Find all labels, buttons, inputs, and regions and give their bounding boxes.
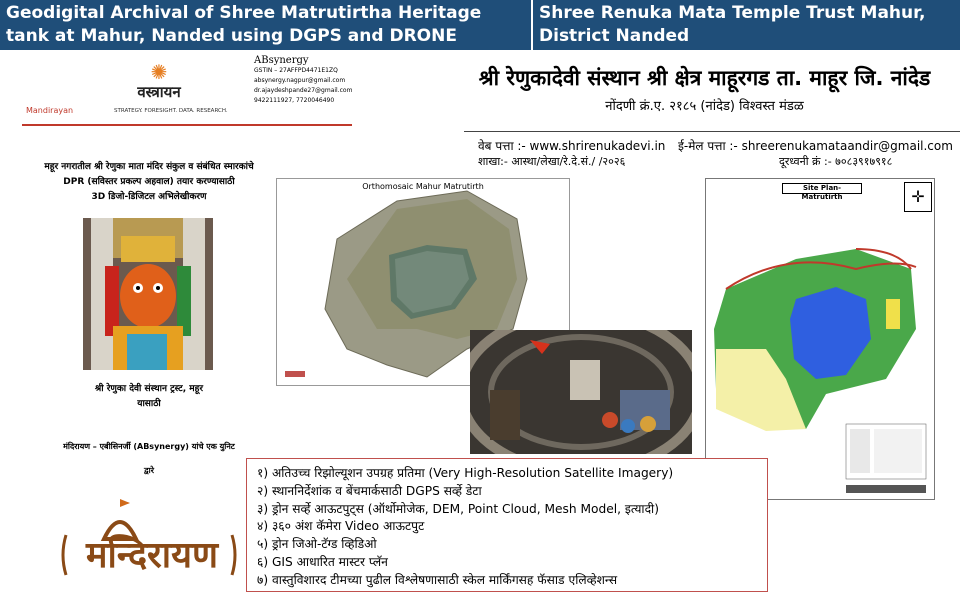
logo-name: वस्त्रायन [137,83,181,101]
deliverable-item: ६) GIS आधारित मास्टर प्लॅन [257,554,388,569]
mandirayan-small-logo: Mandirayan [26,106,74,115]
deliverable-item: ४) ३६० अंश कॅमेरा Video आऊटपुट [257,519,425,534]
deity-photo [83,218,213,370]
site-plan-title: Site Plan-Matrutirth [782,183,862,194]
deliverable-item: २) स्थाननिर्देशांक व बेंचमार्कसाठी DGPS सर्व्हे डेटा [257,483,482,498]
sun-emblem-icon: ✺ [150,60,168,84]
proposal-title-line-3: 3D डिजो-डिजिटल अभिलेखीकरण [91,192,207,202]
deliverable-item: ३) ड्रोन सर्व्हे आऊटपुट्स (ऑर्थोमोजेक, DEM, Point Cloud, Mesh Model, इत्यादी) [257,501,659,516]
company-email-2: dr.ajaydeshpande27@gmail.com [254,87,353,94]
company-logo [114,62,204,102]
deity-caption [18,382,280,412]
proposal-title-line-2: DPR (सविस्तर प्रकल्प अहवाल) तयार करण्यासाठी [63,177,235,187]
caption-line-1: श्री रेणुका देवी संस्थान ट्रस्ट, महूर [94,384,204,394]
trust-registration: नोंदणी क्रं.ए. २१८५ (नांदेड) विश्वस्त मंडळ [605,99,804,114]
caption-line-2: यासाठी [137,399,161,409]
deliverable-item: ७) वास्तुविशारद टीमच्या पुढील विश्लेषणासाठी स्केल मार्किंगसह फॅसाड एलिव्हेशन्स [257,572,618,587]
site-plan [705,178,935,500]
trust-divider [464,131,960,132]
trust-website: वेब पत्ता :- www.shrirenukadevi.in [478,139,666,153]
company-phone: 9422111927, 7720046490 [254,97,335,104]
by-line: द्वारे [144,466,154,475]
absynergy-letterhead [22,56,352,128]
unit-line: मंदिरायण – एबीसिनर्जी (ABsynergy) यांचे एक युनिट [63,442,235,451]
trust-branch: शाखा:- आस्था/लेखा/रे.दे.सं./ /२०२६ [478,155,626,168]
company-name: ABsynergy [254,55,309,66]
company-email-1: absynergy.nagpur@gmail.com [254,77,346,84]
mandirayan-logo-text: मन्दिरायण [85,534,219,576]
header-left-title: Geodigital Archival of Shree Matrutirtha Heritage tank at Mahur, Nanded using DGPS and DRONE survey [0,0,531,50]
company-contact [254,56,364,106]
north-arrow-icon: ✛ [904,182,932,212]
mandirayan-logo [58,495,240,595]
trust-title: श्री रेणुकादेवी संस्थान श्री क्षेत्र माहूरगड ता. माहूर जि. नांदेड [478,66,931,90]
letterhead-divider [22,124,352,126]
proposal-title-line-1: महूर नगरातील श्री रेणुका माता मंदिर संकुल व संबंधित स्मारकांचे [44,162,254,172]
deliverables-list [246,458,768,592]
camera-360-photo [470,330,692,454]
deliverable-item: ५) ड्रोन जिओ-टॅग्ड व्हिडिओ [257,537,377,552]
gstin: GSTIN – 27AFFPD4471E1ZQ [254,67,338,74]
deliverable-item: १) अतिउच्च रिझोल्यूशन उपग्रह प्रतिमा (Very High-Resolution Satellite Imagery) [257,466,674,480]
trust-phone: दूरध्वनी क्रं :- ७०८३९१७९१८ [779,155,893,168]
orthomosaic-title: Orthomosaic Mahur Matrutirth [362,182,484,191]
company-tagline: STRATEGY. FORESIGHT. DATA. RESEARCH. [114,108,228,114]
proposal-title [18,160,280,205]
header-right-title: Shree Renuka Mata Temple Trust Mahur, District Nanded [533,0,960,50]
trust-email: ई-मेल पत्ता :- shreerenukamataandir@gmail.com [678,139,953,153]
